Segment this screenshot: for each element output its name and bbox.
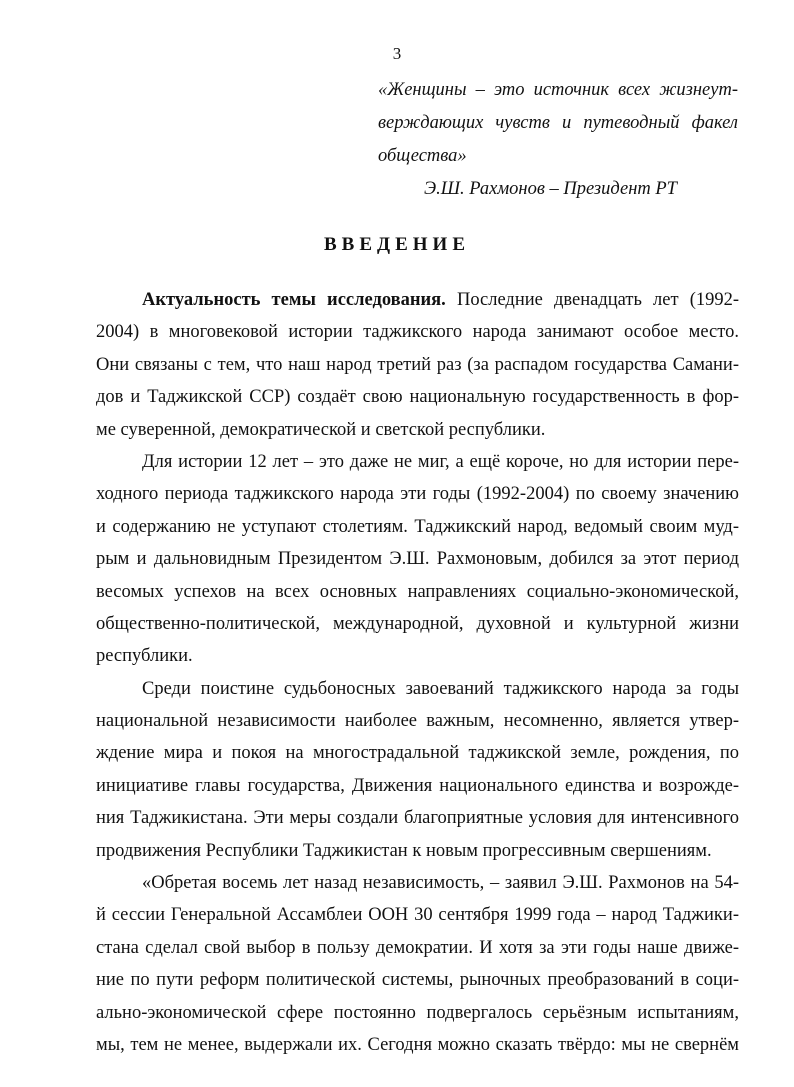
epigraph-author: Э.Ш. Рахмонов – Президент РТ [424,179,677,199]
text-line: общественно-политической, международной, духовной и культурной жизни [96,613,739,634]
lead-phrase: Актуальность темы исследования. [142,290,446,310]
text-line: 2004) в многовековой истории таджикского народа занимают особое место. [96,322,739,343]
text-line [96,284,739,316]
epigraph-line: общества» [378,146,467,166]
text-line: ния Таджикистана. Эти меры создали благоприятные условия для интенсивного [96,808,739,829]
epigraph-line: верждающих чувств и путеводный факел [378,113,738,133]
text-line: ме суверенной, демократической и светской республики. [96,419,546,440]
text-line: мы, тем не менее, выдержали их. Сегодня можно сказать твёрдо: мы не свернём [96,1034,739,1055]
text-line: Они связаны с тем, что наш народ третий раз (за распадом государства Самани- [96,354,739,375]
text-line: рым и дальновидным Президентом Э.Ш. Рахмоновым, добился за этот период [96,549,739,570]
text-line: республики. [96,646,193,667]
page-number: 3 [392,44,402,63]
text-line: весомых успехов на всех основных направлениях социально-экономической, [96,581,739,602]
text-line: Для истории 12 лет – это даже не миг, а ещё короче, но для истории пере- [142,451,739,472]
text-line: ние по пути реформ политической системы, рыночных преобразований в соци- [96,970,739,991]
text-line: и содержанию не уступают столетиям. Таджикский народ, ведомый своим муд- [96,516,739,537]
text-line: национальной независимости наиболее важным, несомненно, является утвер- [96,711,739,732]
text-line: дов и Таджикской ССР) создаёт свою национальную государственность в фор- [96,387,739,408]
text-line: ждение мира и покоя на многострадальной таджикской земле, рождения, по [96,743,739,764]
text-line: инициативе главы государства, Движения национального единства и возрожде- [96,775,739,796]
text-fragment: Последние двенадцать лет (1992- [456,290,740,310]
text-line: ходного периода таджикского народа эти годы (1992-2004) по своему значению [96,484,739,505]
body-text [96,284,739,1061]
text-line: продвижения Республики Таджикистан к новым прогрессивным свершениям. [96,840,712,861]
text-line: ально-экономической сфере постоянно подвергалось серьёзным испытаниям, [96,1002,739,1023]
text-line: Среди поистине судьбоносных завоеваний таджикского народа за годы [142,678,739,699]
text-line: й сессии Генеральной Ассамблеи ООН 30 сентября 1999 года – народ Таджики- [96,905,739,926]
section-heading: ВВЕДЕНИЕ [324,234,470,255]
epigraph [378,74,738,206]
epigraph-line: «Женщины – это источник всех жизнеут- [378,80,738,100]
text-line: «Обретая восемь лет назад независимость, – заявил Э.Ш. Рахмонов на 54- [142,873,739,894]
text-line: стана сделал свой выбор в пользу демократии. И хотя за эти годы наше движе- [96,937,739,958]
